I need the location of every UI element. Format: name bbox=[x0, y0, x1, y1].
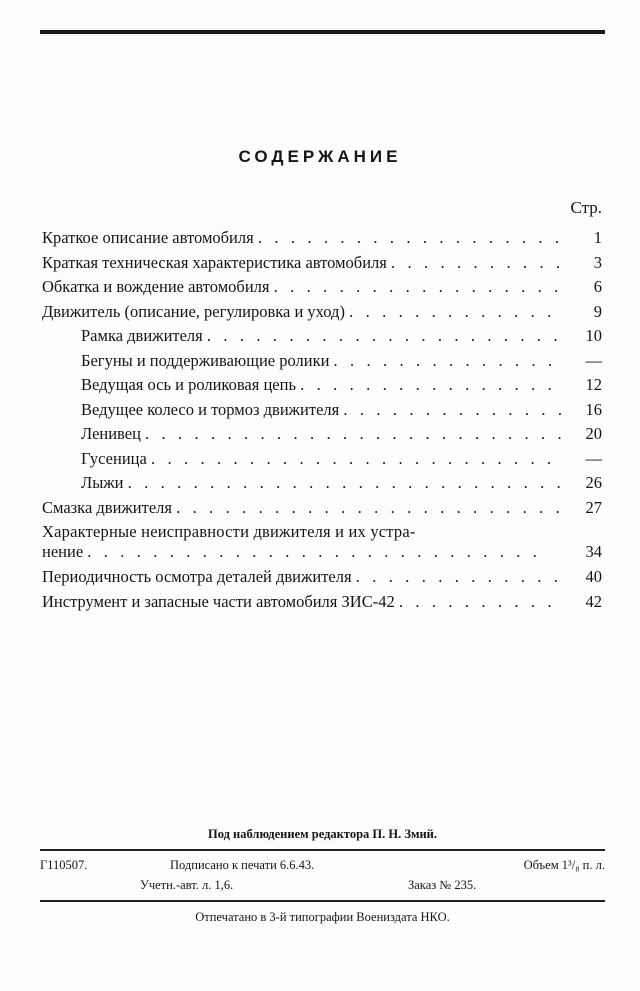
toc-subentry bbox=[42, 422, 602, 447]
toc-entry-page: 6 bbox=[593, 277, 602, 296]
toc-entry bbox=[42, 565, 602, 590]
toc-entry-page: 9 bbox=[593, 301, 602, 321]
toc-subentry bbox=[42, 447, 602, 472]
toc-entry-title: Краткая техническая характеристика автомобиля . . bbox=[42, 251, 562, 276]
toc-entry-page: 12 bbox=[585, 375, 602, 394]
toc-entry-title: Краткое описание автомобиля . . bbox=[42, 226, 562, 251]
toc-entry-page: 3 bbox=[593, 252, 602, 272]
imprint-block bbox=[40, 858, 605, 898]
footer-rule-top bbox=[40, 849, 605, 851]
toc-entry-title: Обкатка и вождение автомобиля . . bbox=[42, 275, 562, 300]
printer-line: Отпечатано в 3-й типографии Воениздата НКО. bbox=[195, 910, 450, 924]
page-column-header: Стр. bbox=[570, 198, 602, 217]
imprint-volume: Объем 1³/₈ п. л. bbox=[523, 858, 605, 872]
imprint-code: Г110507. bbox=[40, 858, 88, 872]
toc-entry-title: Инструмент и запасные части автомобиля ЗИС-42 . . bbox=[42, 590, 562, 615]
toc-entry-title: Ведущее колесо и тормоз движителя . . bbox=[42, 398, 562, 423]
toc-entry bbox=[42, 275, 602, 300]
toc-entry-page: 1 bbox=[593, 228, 602, 247]
toc-entry-page: 16 bbox=[585, 399, 602, 419]
toc-entry-title: Рамка движителя . . bbox=[42, 324, 562, 349]
footer-rule-bottom bbox=[40, 900, 605, 902]
toc-entry-page: — bbox=[585, 448, 602, 468]
toc-entry-title-line1: Характерные неисправности движителя и их устра- bbox=[42, 522, 416, 541]
toc-entry bbox=[42, 226, 602, 251]
toc-entry-title: Лыжи . . bbox=[42, 471, 562, 496]
toc-entry-title: Периодичность осмотра деталей движителя . . bbox=[42, 565, 562, 590]
top-rule bbox=[40, 30, 605, 34]
imprint-order: Заказ № 235. bbox=[408, 878, 477, 892]
toc-entry-page: 40 bbox=[585, 567, 602, 586]
toc-entry bbox=[42, 300, 602, 325]
editor-line: Под наблюдением редактора П. Н. Змий. bbox=[207, 827, 438, 841]
toc-entry-title: Ведущая ось и роликовая цепь . . bbox=[42, 373, 562, 398]
toc-entry-title: Бегуны и поддерживающие ролики . . bbox=[42, 349, 562, 374]
page-title: СОДЕРЖАНИЕ bbox=[238, 147, 402, 166]
toc-subentry bbox=[42, 398, 602, 423]
toc-entry-page: 34 bbox=[585, 542, 602, 561]
imprint-signed: Подписано к печати 6.6.43. bbox=[170, 858, 315, 872]
toc-subentry bbox=[42, 349, 602, 374]
toc-entry-page: 27 bbox=[585, 497, 602, 517]
toc-entry-title: Смазка движителя . . bbox=[42, 496, 562, 521]
toc-entry bbox=[42, 590, 602, 615]
toc-entry-title: Движитель (описание, регулировка и уход) . . bbox=[42, 300, 562, 325]
toc-entry bbox=[42, 496, 602, 521]
toc-entry-title: Ленивец . . bbox=[42, 422, 562, 447]
toc-entry bbox=[42, 520, 602, 565]
toc-subentry bbox=[42, 324, 602, 349]
toc-entry bbox=[42, 251, 602, 276]
toc-subentry bbox=[42, 373, 602, 398]
table-of-contents bbox=[42, 226, 602, 614]
toc-subentry bbox=[42, 471, 602, 496]
toc-entry-page: — bbox=[585, 350, 602, 370]
toc-entry-page: 26 bbox=[585, 473, 602, 492]
toc-entry-page: 42 bbox=[585, 591, 602, 611]
toc-entry-title: Гусеница . . bbox=[42, 447, 562, 472]
toc-entry-page: 10 bbox=[585, 326, 602, 345]
imprint-account: Учетн.-авт. л. 1,6. bbox=[140, 878, 234, 892]
toc-entry-page: 20 bbox=[585, 424, 602, 443]
toc-entry-title-line2: нение . . bbox=[42, 540, 562, 565]
